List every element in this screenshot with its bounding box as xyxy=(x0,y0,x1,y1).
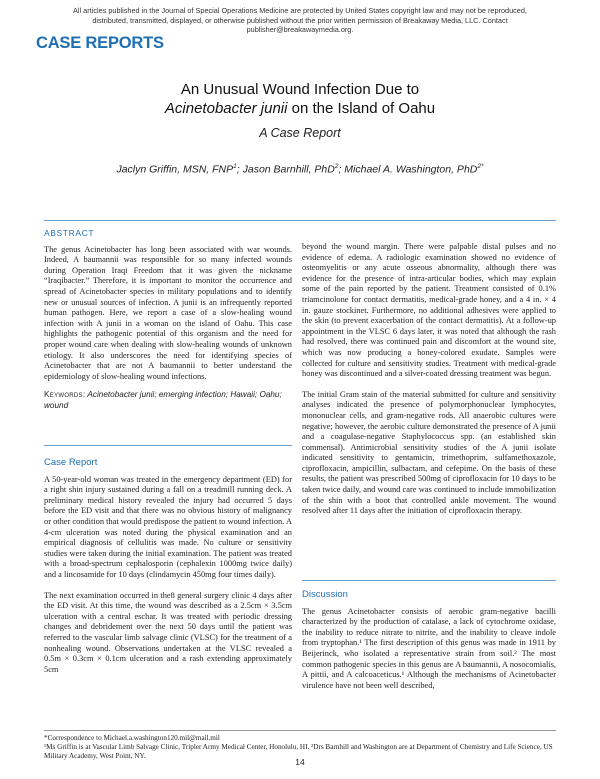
section-label: CASE REPORTS xyxy=(36,34,164,52)
case-report-p2: The next examination occurred in the8 general surgery clinic 4 days after the ED visit. At this time, the wound was described as a 2.5cm × 3.5cm ulceration with a central eschar. It was treated with periodic dressing changes and debridement over the next 50 days until the patient was referred to the vascular limb salvage clinic (VLSC) for the treatment of a nonhealing wound. Observations undertaken at the VLSC revealed a 0.5m × 0.3cm × 0.1cm ulceration and a rash extending approximately 5cm xyxy=(44,590,292,674)
discussion-section xyxy=(302,590,556,691)
page-number: 14 xyxy=(295,757,305,767)
discussion-heading: Discussion xyxy=(302,589,348,600)
right-column xyxy=(302,242,556,517)
title-organism: Acinetobacter junii xyxy=(164,100,288,117)
keywords-label: Keywords: xyxy=(44,390,86,400)
case-report-p3: beyond the wound margin. There were palpable distal pulses and no evidence of edema. A radiologic examination showed no evidence of osteomyelitis or any acute osseous abnormality, although there was evidence for the presence of intra-articular bodies, which may explain some of the pain reported by the patient. Treatment consisted of 0.1% triamcinolone for contact dermatitis, medical-grade honey, and a 4 in. × 4 in. gauze stockinet. Furthermore, no additional adhesives were applied to the skin (to prevent exacerbation of the contact dermatitis). At a follow-up appointment in the VLSC 6 days later, it was noted that although the rash had resolved, there was continued pain and discomfort at the wound site, which was now producing a honey-colored exudate. Samples were collected for culture and sensitivity studies. Treatment with medical-grade honey was discontinued and a silver-coated dressing treatment was begun. xyxy=(302,242,556,379)
author-1: Jaclyn Griffin, MSN, FNP xyxy=(116,163,234,176)
abstract-text: The genus Acinetobacter has long been associated with war wounds. Indeed, A baumannii was responsible for so many infected wounds during Operation Iraqi Freedom that it was given the nickname “Iraqibacter.” Therefore, it is important to monitor the occurrence and spread of Acinetobacter species in military populations and to identify new or unusual sources of infection. A junii is an infrequently reported human pathogen. Here, we report a case of a slow-healing wound infection with A junii in a woman on the island of Oahu. This case highlights the pathogenic potential of this organism and the need for proper wound care when dealing with slow-healing wounds of unknown etiology. It also underscores the need for identifying species of Acinetobacter that are not A baumannii to better understand the epidemiology of slow-healing wound infections. xyxy=(44,244,292,381)
case-report-heading: Case Report xyxy=(44,457,98,468)
footnote-affiliations: ¹Ms Griffin is at Vascular Limb Salvage Clinic, Tripler Army Medical Center, Honolulu, HI. ²Drs Barnhill and Washington are at Department of Chemistry and Life Science, US Military Academy, West Point, NY. xyxy=(44,743,553,761)
discussion-p1: The genus Acinetobacter consists of aerobic gram-negative bacilli characterized by the production of catalase, a lack of cytochrome oxidase, the inability to reduce nitrate to nitrite, and the inability to cleave indole from tryptophan.¹ The first description of this genus was made in 1911 by Beijerinck, who isolated a representative strain from soil.² The most common pathogenic species in this genus are A baumannii, A nosocomialis, A pittii, and A calcoaceticus.¹ Although the mechanisms of Acinetobacter virulence have not been well described, xyxy=(302,606,556,690)
case-report-section xyxy=(44,458,292,675)
article-subtitle: A Case Report xyxy=(259,126,341,140)
article-title-block xyxy=(60,80,540,140)
footnote-rule xyxy=(44,730,556,731)
author-2: Jason Barnhill, PhD xyxy=(242,163,335,176)
abstract-heading: ABSTRACT xyxy=(44,228,95,238)
author-list xyxy=(60,163,540,176)
author-2-affil: 2 xyxy=(334,163,339,170)
author-1-affil: 1 xyxy=(233,163,237,170)
author-3-affil: 2* xyxy=(477,163,484,170)
footnote-correspondence: *Correspondence to Michael.a.washington120.mil@mail.mil xyxy=(44,734,220,742)
case-report-p1: A 50-year-old woman was treated in the emergency department (ED) for a right shin injury sustained during a fall on a treadmill running deck. A preliminary medical history revealed the injury had occurred 5 days before the ED visit and that there was no obvious history of malignancy or other condition that would predispose the patient to wound infection. A 4-cm ulceration was noted during the physical examination and an empirical diagnosis of cellulitis was made. No culture or sensitivity studies were taken during the initial examination. The patient was treated with a broad-spectrum cephalosporin (cephalexin 1000mg twice daily) and a lincosamide for 10 days (clindamycin 450mg four times daily). xyxy=(44,474,292,579)
keywords xyxy=(44,390,292,411)
title-location: on the Island of Oahu xyxy=(287,100,436,117)
abstract-divider xyxy=(44,445,292,446)
top-rule xyxy=(44,220,556,221)
author-sep: ; xyxy=(338,163,345,176)
author-3: Michael A. Washington, PhD xyxy=(344,163,478,176)
author-sep: ; xyxy=(236,163,243,176)
copyright-notice: All articles published in the Journal of Special Operations Medicine are protected by United States copyright law and may not be reproduced, distributed, transmitted, displayed, or otherwise published without the prior written permission of Breakaway Media, LLC. Contact publisher@breakawaymedia.org. xyxy=(73,6,527,35)
article-title-line1: An Unusual Wound Infection Due to xyxy=(180,81,420,98)
left-column xyxy=(44,228,292,412)
keywords-list: Acinetobacter junii; emerging infection; Hawaii; Oahu; wound xyxy=(44,390,282,410)
case-report-p4: The initial Gram stain of the material submitted for culture and sensitivity analyses indicated the presence of polymorphonuclear lymphocytes, mononuclear cells, and gram-negative rods. All anaerobic cultures were negative; however, the aerobic culture demonstrated the presence of A junii and a coagulase-negative Staphylococcus spp. (an established skin commensal). Antimicrobial sensitivity studies of the A junii isolate indicated sensitivity to gentamicin, trimethoprim, sulfamethoxazole, ciprofloxacin, ampicillin, sulbactam, and cefepime. On the basis of these results, the patient was prescribed 500mg of ciprofloxacin for 10 days to be taken twice daily, and wound care was continued to include immobilization of the shin with a boot that controlled ankle movement. The wound resolved after 11 days after the initiation of ciprofloxacin therapy. xyxy=(302,389,556,516)
discussion-divider xyxy=(302,580,556,581)
article-title-line2 xyxy=(60,99,540,118)
